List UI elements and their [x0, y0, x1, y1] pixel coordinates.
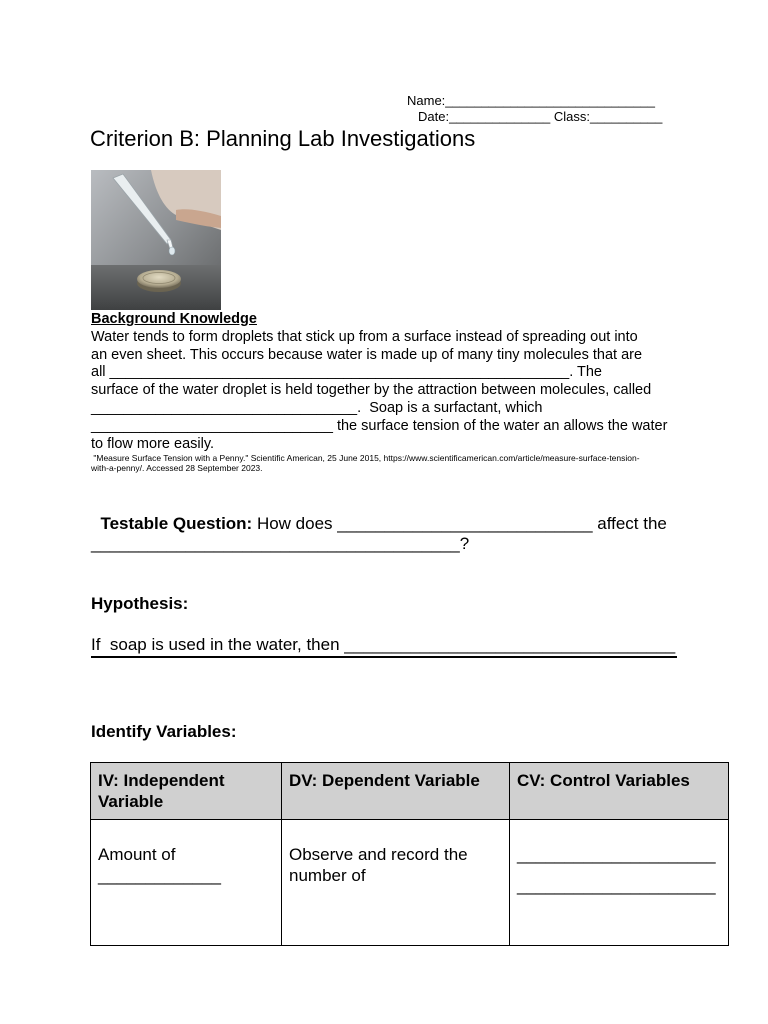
iv-cell-blank[interactable]: _____________: [98, 866, 221, 885]
paragraph-line: to flow more easily.: [91, 436, 215, 452]
page-title: Criterion B: Planning Lab Investigations: [90, 126, 476, 151]
hypothesis-label: Hypothesis:: [91, 594, 189, 613]
date-class-field-line[interactable]: Date:______________ Class:__________: [418, 109, 663, 124]
paragraph-line: surface of the water droplet is held together by the attraction between molecules, called: [91, 382, 652, 398]
column-header-iv: IV: Independent Variable: [91, 763, 282, 820]
iv-cell-text: Amount of: [98, 845, 176, 864]
hypothesis-statement[interactable]: If soap is used in the water, then ___________________________________: [91, 634, 677, 658]
dv-cell-text: number of: [289, 866, 366, 885]
iv-cell[interactable]: [91, 820, 282, 946]
testable-question-blank[interactable]: _______________________________________?: [91, 534, 470, 553]
testable-question[interactable]: [91, 491, 667, 535]
table-row: [91, 820, 729, 946]
paragraph-line-blank[interactable]: _________________________________. Soap is a surfactant, which: [91, 400, 543, 416]
dv-cell-text: Observe and record the: [289, 845, 468, 864]
testable-question-label: Testable Question:: [100, 514, 253, 533]
table-header-row: [91, 763, 729, 820]
cv-cell-blank[interactable]: _____________________: [517, 845, 716, 864]
citation-line: "Measure Surface Tension with a Penny." Scientific American, 25 June 2015, https://www.scientificamerican.com/article/measure-surface-tension-: [91, 453, 640, 463]
cv-cell-blank[interactable]: _____________________: [517, 876, 716, 895]
citation-line: with-a-penny/. Accessed 28 September 2023.: [91, 463, 263, 473]
background-knowledge-heading: Background Knowledge: [91, 311, 257, 327]
testable-question-text[interactable]: How does ___________________________ affect the: [252, 514, 667, 533]
column-header-cv: CV: Control Variables: [510, 763, 729, 820]
paragraph-line-blank[interactable]: all _________________________________________________________. The: [91, 364, 602, 380]
penny-dropper-photo: [91, 170, 221, 310]
variables-heading: Identify Variables:: [91, 722, 237, 741]
cv-cell[interactable]: [510, 820, 729, 946]
paragraph-line-blank[interactable]: ______________________________ the surface tension of the water an allows the water: [91, 418, 668, 434]
column-header-dv: DV: Dependent Variable: [282, 763, 510, 820]
paragraph-line: Water tends to form droplets that stick up from a surface instead of spreading out into: [91, 329, 638, 345]
paragraph-line: an even sheet. This occurs because water is made up of many tiny molecules that are: [91, 347, 643, 363]
variables-table: [90, 762, 729, 946]
dv-cell[interactable]: [282, 820, 510, 946]
name-field-line[interactable]: Name:_____________________________: [407, 93, 655, 108]
